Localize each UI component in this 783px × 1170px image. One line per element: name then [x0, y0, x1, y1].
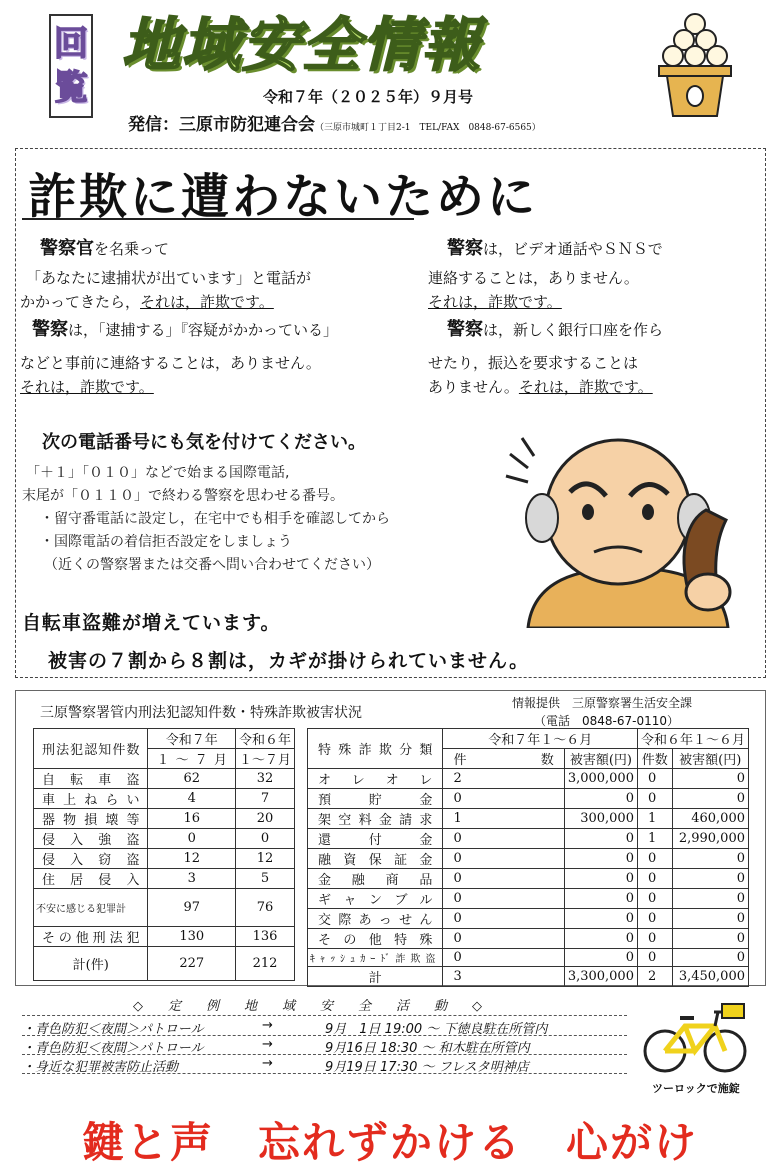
table-row [34, 729, 295, 749]
table-header-cell: １～７月 [148, 749, 236, 769]
left-p1-heading-rest: を名乗って [94, 240, 170, 258]
table-cell: 架空料金請求 [308, 809, 443, 829]
table-row [308, 829, 749, 849]
bike-theft-lock-warning: 被害の７割から８割は，カギが掛けられていません。 [48, 650, 530, 672]
table-row [308, 809, 749, 829]
table-cell: オレオレ [308, 769, 443, 789]
table-cell: 16 [148, 809, 236, 829]
bicycle-icon [640, 996, 750, 1076]
left-p2-line1: などと事前に連絡することは，ありません。 [20, 354, 321, 372]
table-header-cell: 件数 [637, 749, 672, 769]
left-p1-line2 [20, 290, 274, 314]
table-row [308, 949, 749, 967]
table-cell: 0 [564, 949, 637, 967]
table-row [308, 889, 749, 909]
table-cell: 融資保証金 [308, 849, 443, 869]
issuer-address: （三原市城町１丁目2-1 TEL/FAX 0848-67-6565） [315, 123, 541, 133]
left-p1-line1: 「あなたに逮捕状が出ています」と電話が [26, 269, 312, 287]
table-header-cell: 令和６年 [235, 729, 294, 749]
table-header-cell: 令和７年 [148, 729, 236, 749]
right-p2-heading-rest: は，新しく銀行口座を作ら [483, 321, 664, 339]
table-cell: 0 [637, 909, 672, 929]
table-row [34, 769, 295, 789]
table-cell: 0 [564, 789, 637, 809]
table-cell: 侵入強盗 [34, 829, 148, 849]
table-row [34, 829, 295, 849]
table-header-cell: 被害額(円) [672, 749, 749, 769]
activity-name: ・青色防犯＜夜間＞パトロール [22, 1022, 204, 1037]
table-row [34, 809, 295, 829]
activity-name: ・青色防犯＜夜間＞パトロール [22, 1041, 204, 1056]
table-cell: 還付金 [308, 829, 443, 849]
info-provider-phone: （電話 0848-67-0110） [534, 714, 680, 728]
activity-arrow: → [262, 1037, 273, 1052]
right-p1-scam-notice: それは，詐欺です。 [428, 293, 562, 311]
table-cell: 0 [672, 909, 749, 929]
table-cell: ｷｬｯｼｭｶｰﾄﾞ詐欺盗 [308, 949, 443, 967]
table-cell: 器物損壊等 [34, 809, 148, 829]
table-cell: 0 [235, 829, 294, 849]
table-header-cell: 件数 [443, 749, 564, 769]
table-cell: 0 [637, 789, 672, 809]
right-p1-heading [447, 237, 663, 261]
table-row [34, 889, 295, 927]
left-p1-heading [40, 237, 169, 261]
phone-line-3: ・留守番電話に設定し，在宅中でも相手を確認してから [40, 511, 390, 527]
table-cell: 0 [637, 929, 672, 949]
right-p1-heading-rest: は，ビデオ通話やＳＮＳで [483, 240, 663, 258]
table-cell: 460,000 [672, 809, 749, 829]
table-row [34, 789, 295, 809]
table-cell: 金融商品 [308, 869, 443, 889]
table-row [34, 927, 295, 947]
table-cell: 0 [672, 849, 749, 869]
info-provider: 情報提供 三原警察署生活安全課 [512, 696, 693, 710]
kairan-stamp [49, 14, 93, 118]
table-cell: 住居侵入 [34, 869, 148, 889]
table-cell: 0 [672, 889, 749, 909]
newsletter-title: 地域安全情報 [122, 11, 483, 79]
bike-caption: ツーロックで施錠 [652, 1082, 740, 1095]
table-cell: 自転車盗 [34, 769, 148, 789]
table-cell: 0 [443, 949, 564, 967]
phone-warning-heading: 次の電話番号にも気を付けてください。 [42, 432, 366, 453]
phone-line-4: ・国際電話の着信拒否設定をしましょう [40, 534, 292, 550]
table-cell: 0 [443, 849, 564, 869]
table-header-cell: 令和７年１～６月 [443, 729, 638, 749]
table-cell: ギャンブル [308, 889, 443, 909]
kairan-char-1: 回 [54, 24, 88, 64]
table-row [34, 849, 295, 869]
right-p2-scam-notice: それは，詐欺です。 [518, 378, 653, 396]
table-cell: 136 [235, 927, 294, 947]
table-cell: 20 [235, 809, 294, 829]
table-cell: 0 [148, 829, 236, 849]
table-cell: 130 [148, 927, 236, 947]
phone-warning-list [22, 462, 390, 577]
table-cell: 0 [672, 929, 749, 949]
table-cell: 預貯金 [308, 789, 443, 809]
table-cell: その他刑法犯 [34, 927, 148, 947]
activity-schedule: 9月 1日 19:00 ～ 下徳良駐在所管内 [325, 1022, 548, 1037]
table-cell: 12 [235, 849, 294, 869]
special-fraud-table [307, 728, 749, 987]
kairan-char-2: 覧 [54, 68, 88, 108]
table-total-cell: 3,450,000 [672, 967, 749, 987]
table-cell: 0 [564, 869, 637, 889]
activity-schedule: 9月16日 18:30 ～ 和木駐在所管内 [325, 1041, 530, 1056]
table-cell: 3,000,000 [564, 769, 637, 789]
issuer-prefix: 発信： [128, 115, 179, 135]
table-total-label: 計 [308, 967, 443, 987]
right-p2-line2 [428, 375, 653, 399]
table-total-cell: 212 [235, 947, 294, 981]
right-p1-line1: 連絡することは，ありません。 [428, 269, 639, 287]
table-cell: 1 [637, 829, 672, 849]
table-cell: 0 [443, 829, 564, 849]
table-header-cell: １～７月 [235, 749, 294, 769]
table-row [308, 929, 749, 949]
table-cell: 5 [235, 869, 294, 889]
table-cell: 0 [637, 889, 672, 909]
table-cell: 0 [564, 909, 637, 929]
activity-arrow: → [262, 1056, 273, 1071]
divider [22, 1073, 627, 1074]
table-total-cell: 227 [148, 947, 236, 981]
issue-date: 令和７年（２０２５年）９月号 [263, 88, 474, 106]
table-cell: 76 [235, 889, 294, 927]
phone-line-1: 「＋１」「０１０」などで始まる国際電話, [26, 465, 290, 481]
table-cell: 12 [148, 849, 236, 869]
table-cell: 0 [637, 949, 672, 967]
activities-heading: ◇ 定 例 地 域 安 全 活 動 ◇ [133, 999, 488, 1014]
table-cell: 0 [564, 829, 637, 849]
left-p2-heading [32, 318, 338, 342]
table-cell: 侵入窃盗 [34, 849, 148, 869]
bike-theft-warning: 自転車盗難が増えています。 [22, 612, 281, 634]
table-cell: 交際あっせん [308, 909, 443, 929]
phone-line-2: 末尾が「０１１０」で終わる警察を思わせる番号。 [22, 488, 344, 504]
activity-schedule: 9月19日 17:30 ～ フレスタ明神店 [325, 1060, 529, 1075]
left-p2-heading-rest: は，「逮捕する」『容疑がかかっている」 [68, 321, 339, 339]
left-p1-line2-a: かかってきたら， [20, 293, 141, 311]
issuer-name: 三原市防犯連合会 [179, 115, 315, 135]
table-cell: 0 [443, 889, 564, 909]
table-row [308, 967, 749, 987]
dango-offering-icon [655, 10, 735, 120]
table-cell: 97 [148, 889, 236, 927]
left-p1-heading-keyword: 警察官 [40, 238, 94, 259]
table-cell: 1 [443, 809, 564, 829]
table-cell: 0 [443, 789, 564, 809]
table-row [308, 769, 749, 789]
table-cell: 0 [637, 869, 672, 889]
activity-arrow: → [262, 1018, 273, 1033]
left-p1-scam-notice: それは，詐欺です。 [140, 293, 274, 311]
table-cell: 0 [672, 769, 749, 789]
table-cell: 0 [672, 869, 749, 889]
table-cell: 0 [672, 789, 749, 809]
table-cell: 0 [564, 929, 637, 949]
fraud-section-title: 詐欺に遭わないために [28, 169, 539, 225]
table-cell: 2,990,000 [672, 829, 749, 849]
table-cell: 0 [637, 849, 672, 869]
table-row [308, 909, 749, 929]
table-row [34, 947, 295, 981]
divider [22, 1054, 627, 1055]
table-cell: 3 [148, 869, 236, 889]
table-cell: 0 [443, 929, 564, 949]
safety-slogan: 鍵と声 忘れずかける 心がけ [82, 1118, 699, 1167]
table-cell: その他特殊 [308, 929, 443, 949]
divider [22, 1015, 627, 1016]
table-total-cell: 3,300,000 [564, 967, 637, 987]
right-p2-heading [447, 318, 663, 342]
table-cell: 2 [443, 769, 564, 789]
right-p1-heading-keyword: 警察 [447, 238, 483, 259]
table-cell: 0 [443, 909, 564, 929]
table-cell: 0 [564, 889, 637, 909]
table-row [34, 869, 295, 889]
title-underline [22, 218, 414, 220]
table-cell: 7 [235, 789, 294, 809]
stats-title: 三原警察署管内刑法犯認知件数・特殊詐欺被害状況 [40, 705, 362, 721]
table-cell: 4 [148, 789, 236, 809]
right-p2-heading-keyword: 警察 [447, 319, 483, 340]
table-cell: 32 [235, 769, 294, 789]
table-total-cell: 2 [637, 967, 672, 987]
table-row [308, 789, 749, 809]
table-cell: 62 [148, 769, 236, 789]
left-p2-heading-keyword: 警察 [32, 319, 68, 340]
phone-line-5: （近くの警察署または交番へ問い合わせてください） [44, 557, 380, 573]
criminal-offense-table [33, 728, 295, 981]
worried-man-phone-icon [498, 430, 760, 628]
table-header-cell: 特殊詐欺分類 [308, 729, 443, 769]
table-row [308, 869, 749, 889]
table-cell: 車上ねらい [34, 789, 148, 809]
table-cell: 0 [637, 769, 672, 789]
table-row [308, 729, 749, 749]
table-header-cell: 被害額(円) [564, 749, 637, 769]
table-header-cell: 刑法犯認知件数 [34, 729, 148, 769]
table-cell: 0 [564, 849, 637, 869]
divider [22, 1035, 627, 1036]
right-p2-line2-a: ありません。 [428, 378, 519, 396]
table-cell: 1 [637, 809, 672, 829]
table-cell: 0 [443, 869, 564, 889]
table-row [308, 849, 749, 869]
right-p2-line1: せたり，振込を要求することは [428, 354, 639, 372]
table-cell: 300,000 [564, 809, 637, 829]
table-total-cell: 3 [443, 967, 564, 987]
table-total-label: 計(件) [34, 947, 148, 981]
table-header-cell: 令和６年１～６月 [637, 729, 748, 749]
table-cell: 0 [672, 949, 749, 967]
left-p2-scam-notice: それは，詐欺です。 [20, 378, 154, 396]
issuer [128, 110, 541, 135]
activity-name: ・身近な犯罪被害防止活動 [22, 1060, 179, 1075]
table-cell: 不安に感じる犯罪計 [34, 889, 148, 927]
